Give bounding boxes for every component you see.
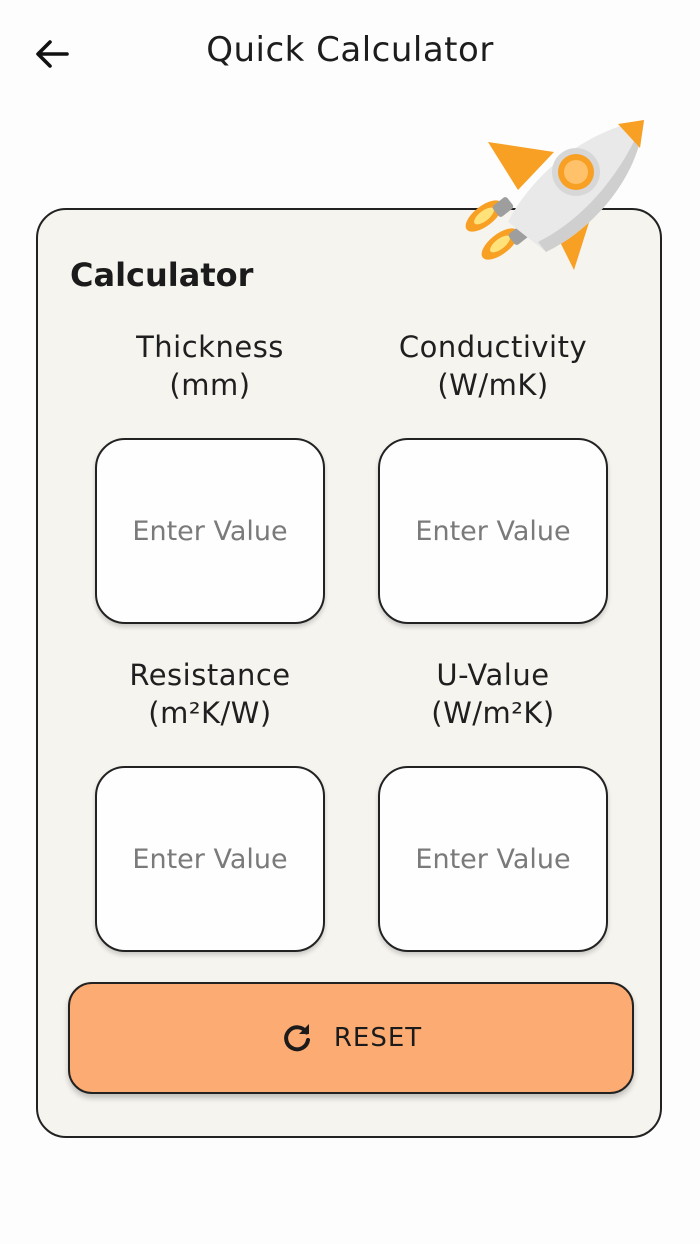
thickness-input[interactable] xyxy=(113,515,307,548)
calculator-card xyxy=(36,208,662,1138)
thickness-field[interactable] xyxy=(95,438,325,624)
reset-label: RESET xyxy=(333,1023,423,1053)
thickness-label-name: Thickness xyxy=(136,330,284,364)
rocket-icon xyxy=(448,112,654,280)
app-bar xyxy=(0,0,700,108)
u-value-field[interactable] xyxy=(378,766,608,952)
conductivity-label-name: Conductivity xyxy=(398,330,588,364)
conductivity-field[interactable] xyxy=(378,438,608,624)
refresh-icon xyxy=(280,1021,314,1055)
u-value-label-name: U-Value xyxy=(436,658,550,692)
resistance-label-name: Resistance xyxy=(129,658,291,692)
thickness-label xyxy=(95,328,325,404)
conductivity-input[interactable] xyxy=(396,515,590,548)
u-value-label-unit: (W/m²K) xyxy=(431,696,555,730)
page-title: Quick Calculator xyxy=(206,30,494,70)
u-value-label xyxy=(378,656,608,732)
resistance-input[interactable] xyxy=(113,843,307,876)
conductivity-label xyxy=(378,328,608,404)
thickness-label-unit: (mm) xyxy=(169,368,251,402)
resistance-label xyxy=(95,656,325,732)
conductivity-label-unit: (W/mK) xyxy=(437,368,549,402)
reset-button[interactable] xyxy=(68,982,634,1094)
card-title: Calculator xyxy=(70,256,254,294)
resistance-field[interactable] xyxy=(95,766,325,952)
resistance-label-unit: (m²K/W) xyxy=(148,696,272,730)
u-value-input[interactable] xyxy=(396,843,590,876)
